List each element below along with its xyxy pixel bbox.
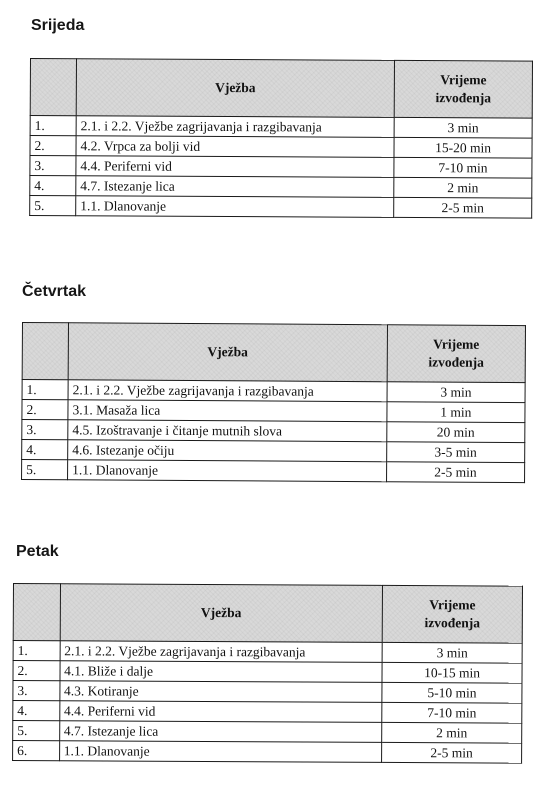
row-time: 3 min xyxy=(382,642,522,663)
table-row xyxy=(30,156,532,179)
row-number: 5. xyxy=(22,460,68,480)
row-time: 3 min xyxy=(394,117,532,138)
row-exercise: 1.1. Dlanovanje xyxy=(68,460,387,482)
row-exercise: 4.7. Istezanje lica xyxy=(59,721,382,743)
row-time: 20 min xyxy=(386,422,524,443)
row-number: 3. xyxy=(30,156,76,176)
header-time-line2: izvođenja xyxy=(424,615,481,631)
row-number: 6. xyxy=(13,741,60,761)
row-number: 3. xyxy=(22,420,68,440)
row-exercise: 4.4. Periferni vid xyxy=(59,701,382,723)
table-header-row xyxy=(30,59,532,119)
table-row xyxy=(13,641,522,664)
table-row xyxy=(13,741,522,764)
schedule-table-petak xyxy=(12,583,523,764)
table-row xyxy=(22,460,525,483)
header-number xyxy=(30,59,76,116)
header-time-line2: izvođenja xyxy=(428,354,484,370)
row-exercise: 4.7. Istezanje lica xyxy=(76,176,394,198)
row-number: 4. xyxy=(30,176,76,196)
row-number: 1. xyxy=(13,641,60,661)
row-number: 2. xyxy=(13,661,60,681)
row-number: 4. xyxy=(22,440,68,460)
schedule-table-cetvrtak xyxy=(21,322,526,483)
row-exercise: 4.5. Izoštravanje i čitanje mutnih slova xyxy=(68,420,387,442)
header-time xyxy=(382,585,522,643)
row-time: 3 min xyxy=(387,382,525,403)
table-row xyxy=(13,661,522,684)
table-row xyxy=(13,701,522,724)
row-number: 4. xyxy=(13,701,60,721)
table-header-row xyxy=(22,323,525,383)
day-heading-petak: Petak xyxy=(16,543,59,560)
header-time-line2: izvođenja xyxy=(435,90,492,106)
header-time xyxy=(387,325,526,383)
schedule-table-srijeda xyxy=(29,58,533,219)
row-time: 7-10 min xyxy=(394,157,532,178)
row-exercise: 1.1. Dlanovanje xyxy=(76,196,394,218)
table-row xyxy=(30,136,532,159)
row-number: 3. xyxy=(13,681,60,701)
row-time: 2 min xyxy=(382,722,522,743)
row-number: 1. xyxy=(30,116,76,136)
header-time xyxy=(394,60,532,118)
row-time: 2-5 min xyxy=(382,742,522,763)
row-exercise: 2.1. i 2.2. Vježbe zagrijavanja i razgibavanja xyxy=(76,116,394,138)
row-exercise: 2.1. i 2.2. Vježbe zagrijavanja i razgibavanja xyxy=(68,380,387,402)
table-header-row xyxy=(13,584,522,644)
header-time-line1: Vrijeme xyxy=(440,72,487,88)
table-row xyxy=(30,176,532,199)
header-exercise: Vježba xyxy=(76,59,394,118)
day-heading-srijeda: Srijeda xyxy=(31,17,85,34)
row-number: 2. xyxy=(30,136,76,156)
table-row xyxy=(22,420,525,443)
row-exercise: 2.1. i 2.2. Vježbe zagrijavanja i razgibavanja xyxy=(60,641,383,663)
table-row xyxy=(30,116,532,139)
row-exercise: 4.4. Periferni vid xyxy=(76,156,394,178)
row-number: 5. xyxy=(13,721,60,741)
row-time: 7-10 min xyxy=(382,702,522,723)
row-time: 5-10 min xyxy=(382,682,522,703)
row-exercise: 4.3. Kotiranje xyxy=(60,681,383,703)
table-row xyxy=(13,681,522,704)
header-number xyxy=(22,323,68,380)
row-time: 1 min xyxy=(387,402,525,423)
row-exercise: 4.6. Istezanje očiju xyxy=(68,440,387,462)
row-time: 10-15 min xyxy=(382,662,522,683)
row-exercise: 4.1. Bliže i dalje xyxy=(60,661,383,683)
table-row xyxy=(22,440,525,463)
row-time: 3-5 min xyxy=(386,442,524,463)
table-row xyxy=(30,196,532,219)
day-heading-cetvrtak: Četvrtak xyxy=(22,283,87,300)
header-number xyxy=(13,584,60,641)
header-exercise: Vježba xyxy=(68,323,387,382)
row-time: 2-5 min xyxy=(386,462,524,483)
row-exercise: 4.2. Vrpca za bolji vid xyxy=(76,136,394,158)
row-number: 1. xyxy=(22,380,68,400)
header-exercise: Vježba xyxy=(60,584,383,643)
header-time-line1: Vrijeme xyxy=(433,336,480,352)
row-number: 5. xyxy=(30,196,76,216)
row-exercise: 3.1. Masaža lica xyxy=(68,400,387,422)
header-time-line1: Vrijeme xyxy=(429,597,476,613)
table-row xyxy=(22,380,525,403)
row-number: 2. xyxy=(22,400,68,420)
table-row xyxy=(22,400,525,423)
row-time: 2 min xyxy=(394,177,532,198)
row-time: 15-20 min xyxy=(394,137,532,158)
row-exercise: 1.1. Dlanovanje xyxy=(59,741,382,763)
row-time: 2-5 min xyxy=(394,197,532,218)
table-row xyxy=(13,721,522,744)
